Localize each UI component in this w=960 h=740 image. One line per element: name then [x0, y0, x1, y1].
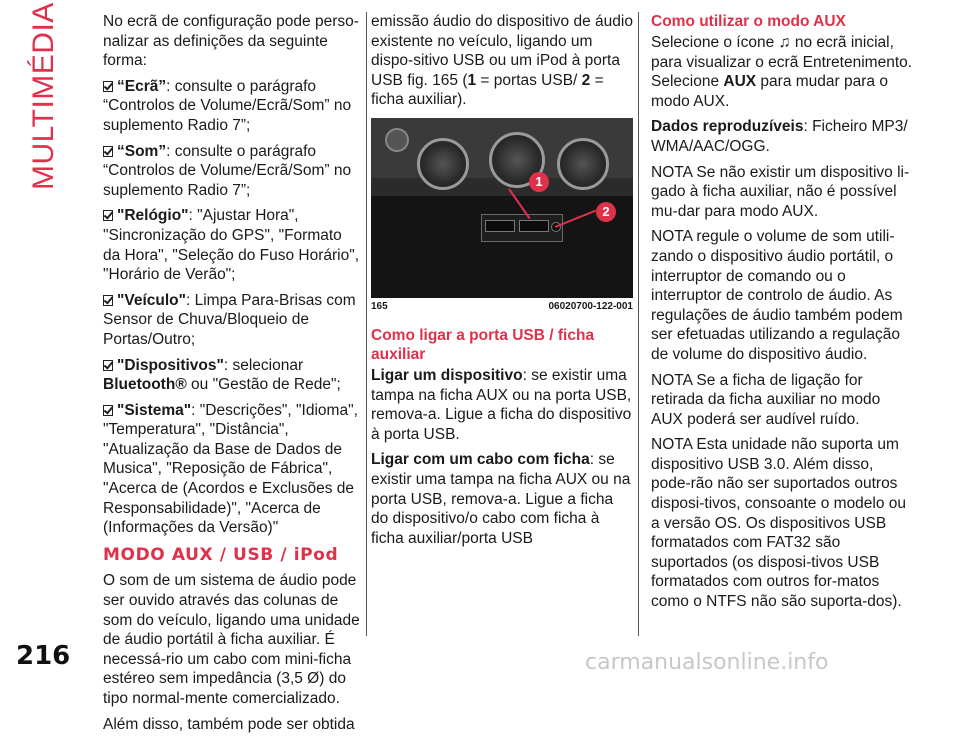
note: NOTA Se a ficha de ligação for retirada da ficha auxiliar no modo AUX poderá ser audível ruído.: [651, 371, 881, 428]
checkbox-icon: [103, 210, 113, 221]
section-heading: Como utilizar o modo AUX: [651, 13, 846, 30]
paragraph: emissão áudio do dispositivo de áudio existente no veículo, ligando um dispo-sitivo USB ou um iPod à porta USB fig. 165 (1 = portas USB/ 2 = ficha auxiliar).: [371, 13, 633, 109]
list-item: “Ecrã”: consulte o parágrafo “Controlos de Volume/Ecrã/Som” no suplemento Radio 7”;: [103, 77, 352, 134]
column-3: [651, 12, 913, 618]
column-2: [371, 12, 633, 554]
mode-heading: MODO AUX / USB / iPod: [103, 544, 339, 565]
checkbox-icon: [103, 405, 113, 416]
column-1: [103, 12, 363, 740]
usb-port: [485, 220, 515, 232]
button-knob: [385, 128, 409, 152]
list-item: "Relógio": "Ajustar Hora", "Sincronização do GPS", "Formato da Hora", "Seleção do Fuso Horário", "Horário de Verão";: [103, 207, 360, 284]
music-note-icon: ♫: [778, 34, 791, 51]
callout-1: 1: [529, 172, 549, 192]
column-divider: [366, 12, 367, 636]
paragraph: Além disso, também pode ser obtida: [103, 715, 355, 733]
figure-code: 06020700-122-001: [548, 300, 633, 312]
list-item: "Dispositivos": selecionar Bluetooth® ou "Gestão de Rede";: [103, 356, 341, 394]
paragraph: Ligar um dispositivo: se existir uma tampa na ficha AUX ou na porta USB, remova-a. Ligue a ficha do dispositivo à porta USB.: [371, 366, 632, 443]
checkbox-icon: [103, 81, 113, 92]
settings-list: [103, 77, 363, 538]
figure-caption: [371, 300, 633, 314]
climate-dial: [417, 138, 469, 190]
list-item: "Veículo": Limpa Para-Brisas com Sensor de Chuva/Bloqueio de Portas/Outro;: [103, 291, 356, 348]
note: NOTA Esta unidade não suporta um dispositivo USB 3.0. Além disso, pode-rão não ser suportados outros disposi-tivos, consoante o modelo ou a versão OS. Os dispositivos USB formatados com FAT32 são suportados (os disposi-tivos USB formatados com outros for-matos como o NTFS não são suporta-dos).: [651, 436, 907, 611]
watermark: carmanualsonline.info: [585, 650, 829, 675]
usb-port: [519, 220, 549, 232]
list-item: “Som”: consulte o parágrafo “Controlos de Volume/Ecrã/Som” no suplemento Radio 7”;: [103, 142, 352, 199]
callout-2: 2: [596, 202, 616, 222]
section-label: [14, 0, 74, 200]
section-heading: Como ligar a porta USB / ficha auxiliar: [371, 326, 595, 363]
note: NOTA regule o volume de som utili-zando o dispositivo áudio portátil, o interruptor de comando ou o interruptor de controlo de áudio. As regulações de áudio também podem ser efetuadas utilizando a regulação de volume do dispositivo áudio.: [651, 228, 903, 363]
note: NOTA Se não existir um dispositivo li-gado à ficha auxiliar, não é possível mu-dar para modo AUX.: [651, 163, 910, 220]
page-number: 216: [16, 641, 71, 671]
intro-text: No ecrã de configuração pode perso-nalizar as definições da seguinte forma:: [103, 13, 359, 70]
paragraph: Selecione o ícone ♫ no ecrã inicial, para visualizar o ecrã Entretenimento. Selecione AUX para mudar para o modo AUX.: [651, 34, 913, 110]
figure-photo: [371, 118, 633, 298]
checkbox-icon: [103, 360, 113, 371]
paragraph: Ligar com um cabo com ficha: se existir uma tampa na ficha AUX ou na porta USB, remova-a. Ligue a ficha do dispositivo/o cabo com ficha à ficha auxiliar/porta USB: [371, 451, 631, 547]
paragraph: O som de um sistema de áudio pode ser ouvido através das colunas de som do veículo, ligando uma unidade de áudio portátil à ficha auxiliar. É necessá-rio um cabo com mini-ficha estéreo sem impedância (3,5 Ø) do tipo normal-mente comercializado.: [103, 572, 360, 707]
section-label-text: MULTIMÉDIA: [27, 2, 60, 190]
climate-dial: [557, 138, 609, 190]
checkbox-icon: [103, 146, 113, 157]
figure-number: 165: [371, 300, 388, 312]
checkbox-icon: [103, 295, 113, 306]
list-item: "Sistema": "Descrições", "Idioma", "Temperatura", "Distância", "Atualização da Base de Dados de Musica", "Reposição de Fábrica", "Acerca de (Acordos e Exclusões de Responsabilidade)", "Acerca de (Informações da Versão)": [103, 401, 358, 537]
column-divider: [638, 12, 639, 636]
paragraph: Dados reproduzíveis: Ficheiro MP3/ WMA/AAC/OGG.: [651, 118, 908, 155]
